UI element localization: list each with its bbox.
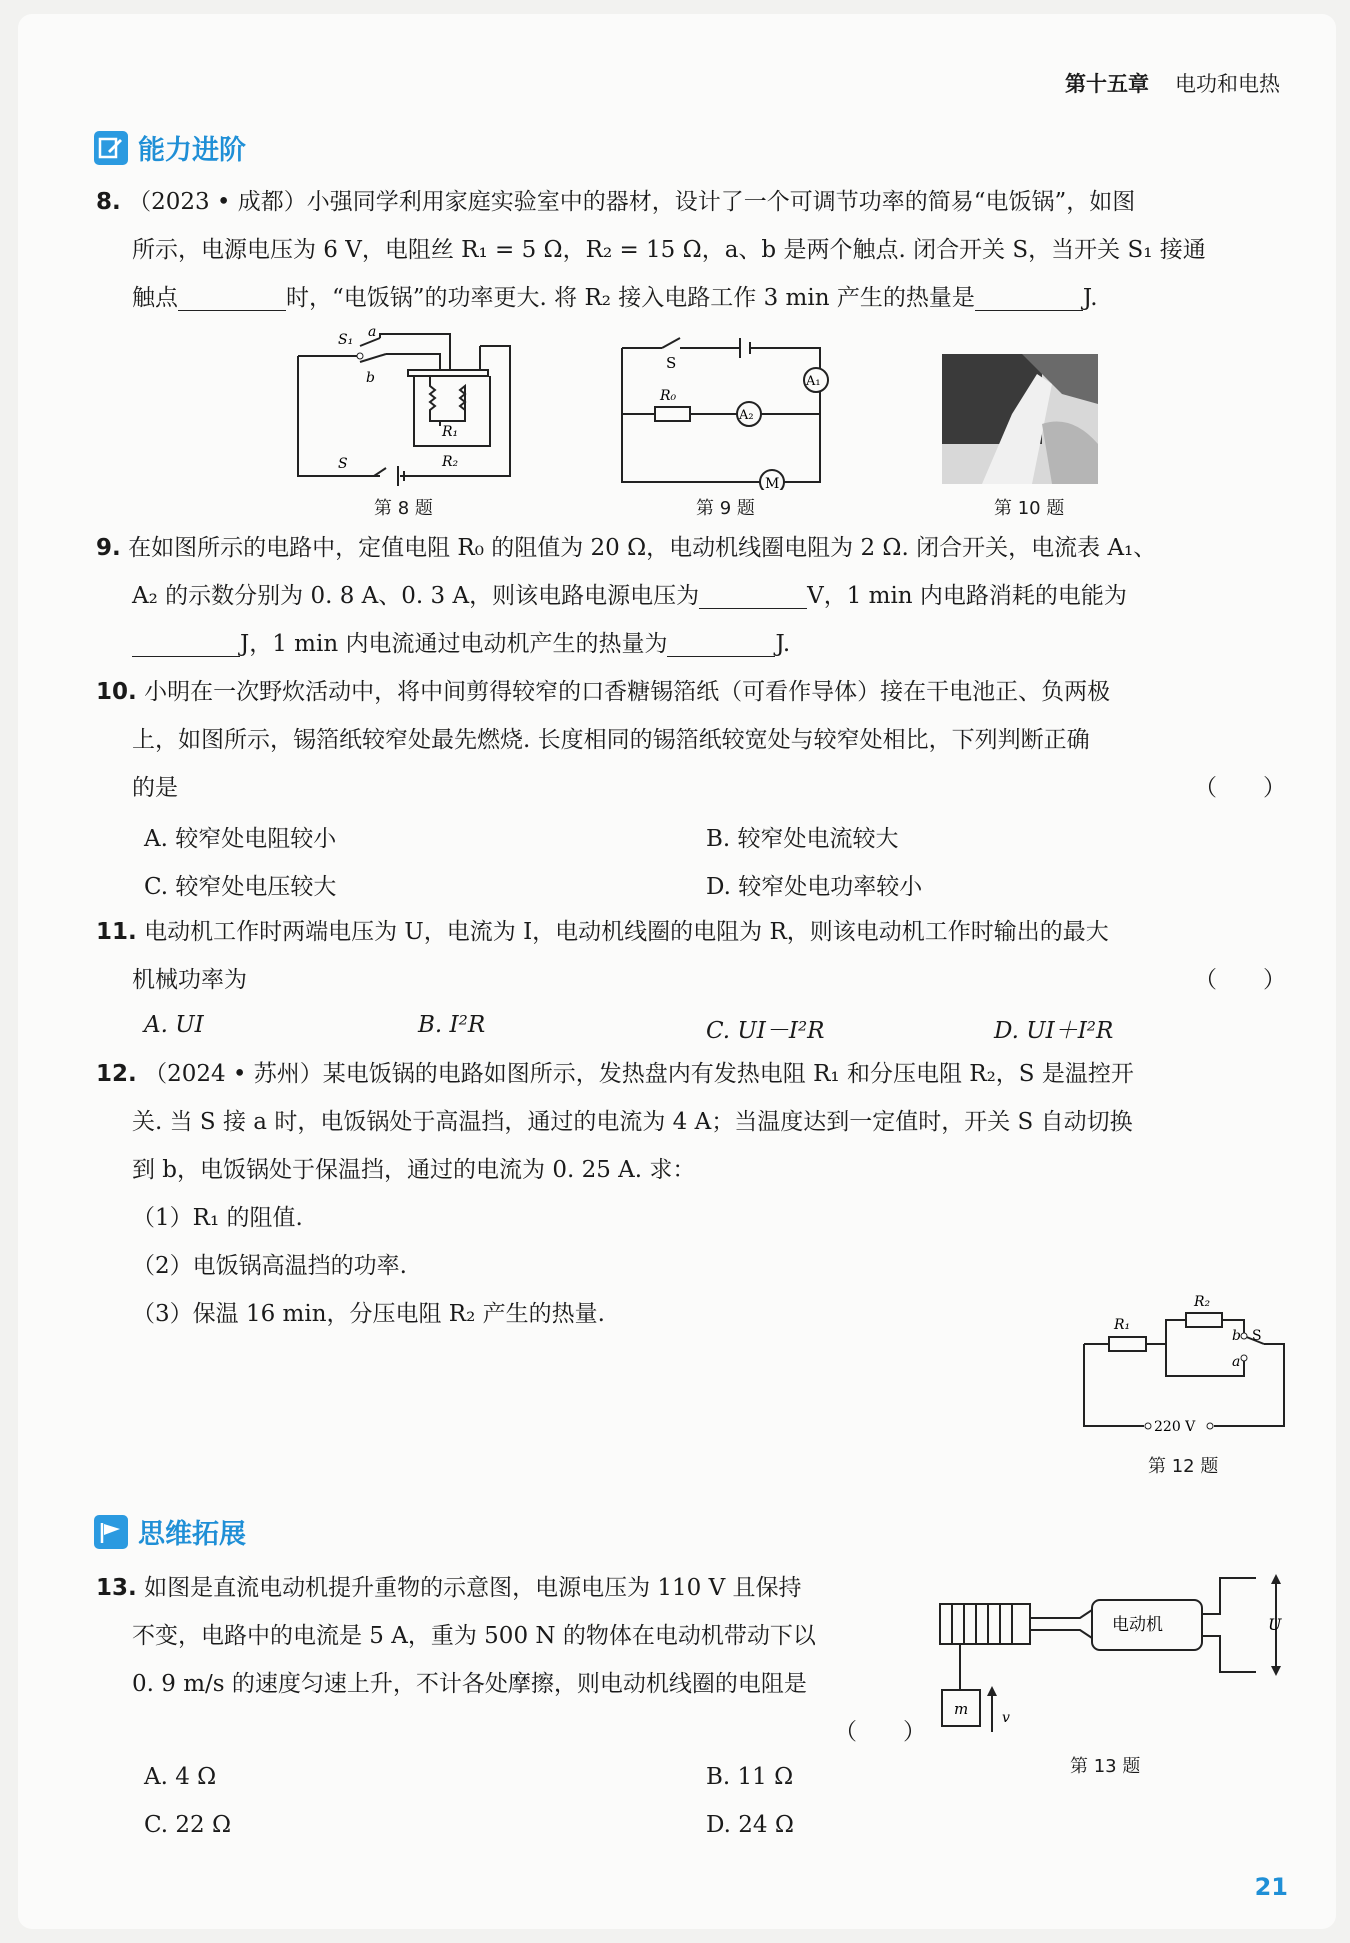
question-text: 上，如图所示，锡箔纸较窄处最先燃烧. 长度相同的锡箔纸较宽处与较窄处相比，下列判断正确 xyxy=(132,727,1090,753)
question-11 xyxy=(96,908,1286,1004)
label-a: a xyxy=(1232,1354,1241,1370)
figure-caption: 第 12 题 xyxy=(1148,1456,1219,1477)
pencil-icon xyxy=(94,131,128,165)
question-text: 小明在一次野炊活动中，将中间剪得较窄的口香糖锡箔纸（可看作导体）接在干电池正、负两极 xyxy=(144,679,1111,705)
question-text: J. xyxy=(1082,285,1098,311)
question-text: 所示，电源电压为 6 V，电阻丝 R₁ = 5 Ω，R₂ = 15 Ω，a、b 是两个触点. 闭合开关 S，当开关 S₁ 接通 xyxy=(132,237,1206,263)
question-text: V，1 min 内电路消耗的电能为 xyxy=(807,583,1127,609)
answer-blank[interactable] xyxy=(178,280,286,311)
motor-label: 电动机 xyxy=(1112,1615,1163,1635)
answer-blank[interactable] xyxy=(667,626,775,657)
answer-paren[interactable]: （ ） xyxy=(1194,967,1286,993)
foil-battery-photo xyxy=(942,354,1098,484)
page-number: 21 xyxy=(1254,1873,1288,1901)
question-text: 机械功率为 xyxy=(132,967,247,993)
sub-question-1: （1）R₁ 的阻值. xyxy=(132,1205,303,1231)
chapter-title: 电功和电热 xyxy=(1175,72,1280,96)
figure-caption: 第 8 题 xyxy=(374,498,433,519)
question-text: J. xyxy=(775,631,791,657)
question-text: J，1 min 内电流通过电动机产生的热量为 xyxy=(240,631,668,657)
question-text: 的是 xyxy=(132,775,178,801)
question-number: 10. xyxy=(96,679,137,705)
circuit-figure-9 xyxy=(610,330,830,490)
sub-question-3: （3）保温 16 min，分压电阻 R₂ 产生的热量. xyxy=(132,1301,605,1327)
question-text: 时，“电饭锅”的功率更大. 将 R₂ 接入电路工作 3 min 产生的热量是 xyxy=(286,285,975,311)
figure-caption: 第 13 题 xyxy=(1070,1756,1141,1777)
option-a[interactable]: A. 较窄处电阻较小 xyxy=(144,826,337,852)
label-a: a xyxy=(368,326,377,340)
option-a[interactable]: A. 4 Ω xyxy=(144,1764,217,1790)
question-text: 电动机工作时两端电压为 U，电流为 I，电动机线圈的电阻为 R，则该电动机工作时输出的最大 xyxy=(144,919,1109,945)
question-text: A₂ 的示数分别为 0. 8 A、0. 3 A，则该电路电源电压为 xyxy=(132,583,700,609)
circuit-figure-12 xyxy=(1074,1284,1294,1434)
question-text: （2023 • 成都）小强同学利用家庭实验室中的器材，设计了一个可调节功率的简易“电饭锅”，如图 xyxy=(128,189,1136,215)
figure-caption: 第 10 题 xyxy=(994,498,1065,519)
mass-label: m xyxy=(954,1700,969,1718)
label-r1: R₁ xyxy=(442,424,459,440)
question-text: 如图是直流电动机提升重物的示意图，电源电压为 110 V 且保持 xyxy=(144,1575,802,1601)
motor-lift-figure xyxy=(930,1570,1290,1740)
flag-icon xyxy=(94,1515,128,1549)
sub-question-2: （2）电饭锅高温挡的功率. xyxy=(132,1253,407,1279)
circuit-figure-8 xyxy=(290,326,520,486)
section-title: 能力进阶 xyxy=(138,135,246,166)
question-9 xyxy=(96,524,1286,668)
answer-paren[interactable]: （ ） xyxy=(834,1719,926,1745)
answer-blank[interactable] xyxy=(132,626,240,657)
question-8 xyxy=(96,178,1286,322)
figure-caption: 第 9 题 xyxy=(696,498,755,519)
label-s1: S₁ xyxy=(338,332,354,348)
label-b: b xyxy=(366,370,375,386)
question-13 xyxy=(96,1564,926,1756)
section-advance xyxy=(94,128,246,167)
ammeter-a1-label: A₁ xyxy=(806,374,821,389)
question-10 xyxy=(96,668,1286,812)
voltage-label: 220 V xyxy=(1154,1419,1196,1434)
option-b[interactable]: B. I²R xyxy=(418,1012,486,1038)
question-text: 关. 当 S 接 a 时，电饭锅处于高温挡，通过的电流为 4 A；当温度达到一定值时，开关 S 自动切换 xyxy=(132,1109,1133,1135)
label-r1: R₁ xyxy=(1114,1317,1131,1333)
answer-blank[interactable] xyxy=(975,280,1083,311)
option-b[interactable]: B. 较窄处电流较大 xyxy=(706,826,899,852)
option-c[interactable]: C. 22 Ω xyxy=(144,1812,232,1838)
option-c[interactable]: C. UI－I²R xyxy=(706,1018,825,1044)
motor-label: M xyxy=(765,476,780,490)
question-text: 到 b，电饭锅处于保温挡，通过的电流为 0. 25 A. 求： xyxy=(132,1157,696,1183)
question-number: 11. xyxy=(96,919,137,945)
switch-label: S xyxy=(666,354,677,372)
section-title: 思维拓展 xyxy=(138,1519,246,1550)
option-d[interactable]: D. 较窄处电功率较小 xyxy=(706,874,923,900)
question-text: 0. 9 m/s 的速度匀速上升，不计各处摩擦，则电动机线圈的电阻是 xyxy=(132,1671,807,1697)
ammeter-a2-label: A₂ xyxy=(739,408,754,423)
question-number: 9. xyxy=(96,535,121,561)
question-text: 在如图所示的电路中，定值电阻 R₀ 的阻值为 20 Ω，电动机线圈电阻为 2 Ω. 闭合开关，电流表 A₁、 xyxy=(128,535,1157,561)
label-s: S xyxy=(1252,1328,1262,1344)
chapter-number: 第十五章 xyxy=(1065,72,1149,96)
option-b[interactable]: B. 11 Ω xyxy=(706,1764,794,1790)
resistor-r0-label: R₀ xyxy=(660,388,677,404)
label-s: S xyxy=(338,456,348,472)
velocity-label: v xyxy=(1002,1710,1010,1726)
label-b: b xyxy=(1232,1328,1241,1344)
question-number: 12. xyxy=(96,1061,137,1087)
option-c[interactable]: C. 较窄处电压较大 xyxy=(144,874,337,900)
option-d[interactable]: D. 24 Ω xyxy=(706,1812,794,1838)
option-d[interactable]: D. UI＋I²R xyxy=(994,1018,1114,1044)
chapter-header xyxy=(1065,68,1280,98)
section-extend xyxy=(94,1512,246,1551)
answer-blank[interactable] xyxy=(699,578,807,609)
question-number: 13. xyxy=(96,1575,137,1601)
label-r2: R₂ xyxy=(1194,1294,1211,1310)
question-text: 不变，电路中的电流是 5 A，重为 500 N 的物体在电动机带动下以 xyxy=(132,1623,816,1649)
label-r2: R₂ xyxy=(442,454,459,470)
voltage-label: U xyxy=(1268,1615,1282,1634)
question-text: 触点 xyxy=(132,285,178,311)
question-text: （2024 • 苏州）某电饭锅的电路如图所示，发热盘内有发热电阻 R₁ 和分压电阻 R₂，S 是温控开 xyxy=(144,1061,1134,1087)
option-a[interactable]: A. UI xyxy=(144,1012,204,1038)
answer-paren[interactable]: （ ） xyxy=(1194,775,1286,801)
question-number: 8. xyxy=(96,189,121,215)
